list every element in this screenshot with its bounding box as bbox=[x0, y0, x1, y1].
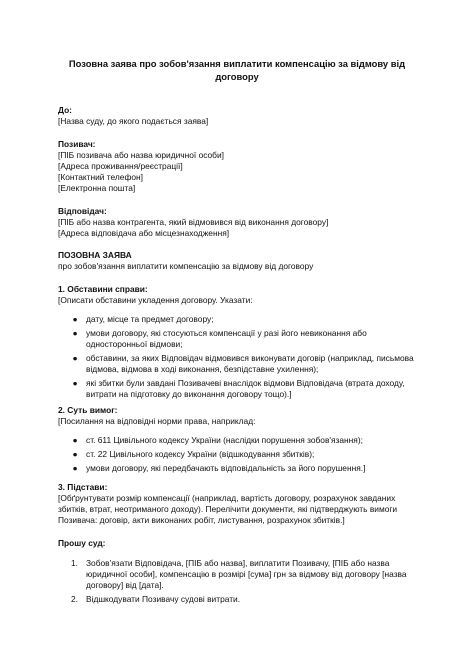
request-heading: Прошу суд: bbox=[58, 538, 106, 548]
bullet-icon: ● bbox=[72, 378, 78, 388]
list-item-text: умови договору, які передбачають відповідальність за його порушення.] bbox=[86, 463, 366, 473]
bullet-icon: ● bbox=[72, 328, 78, 338]
bullet-icon: ● bbox=[72, 353, 78, 363]
list-item-text: дату, місце та предмет договору; bbox=[86, 314, 214, 324]
plaintiff-name-line: [ПІБ позивача або назва юридичної особи] bbox=[58, 150, 224, 160]
request-block bbox=[58, 538, 418, 608]
section2-list bbox=[58, 435, 418, 474]
plaintiff-phone-line: [Контактний телефон] bbox=[58, 172, 143, 182]
list-item-text: Відшкодувати Позивачу судові витрати. bbox=[86, 594, 241, 604]
list-item bbox=[58, 328, 418, 350]
list-item bbox=[58, 314, 418, 325]
list-item bbox=[58, 558, 418, 591]
list-item-text: які збитки були завдані Позивачеві внаслідок відмови Відповідача (втрата доходу, витрати на підготовку до виконання договору тощо).] bbox=[86, 378, 405, 399]
court-name-line: [Назва суду, до якого подається заява] bbox=[58, 116, 209, 126]
defendant-heading: Відповідач: bbox=[58, 206, 107, 216]
section-claims bbox=[58, 405, 418, 477]
section1-heading: 1. Обставини справи: bbox=[58, 284, 148, 294]
bullet-icon: ● bbox=[72, 463, 78, 473]
item-number: 1. bbox=[71, 558, 78, 568]
bullet-icon: ● bbox=[72, 449, 78, 459]
defendant-name-line: [ПІБ або назва контрагента, який відмовився від виконання договору] bbox=[58, 217, 329, 227]
defendant-block bbox=[58, 206, 418, 239]
bullet-icon: ● bbox=[72, 314, 78, 324]
section1-list bbox=[58, 314, 418, 400]
section1-intro: [Описати обставини укладення договору. Указати: bbox=[58, 295, 253, 305]
claim-subheading: про зобов'язання виплатити компенсацію за відмову від договору bbox=[58, 261, 314, 271]
section2-intro: [Посилання на відповідні норми права, наприклад: bbox=[58, 416, 256, 426]
list-item bbox=[58, 594, 418, 605]
document-title: Позовна заява про зобов'язання виплатити компенсацію за відмову від договору bbox=[68, 58, 406, 82]
list-item bbox=[58, 353, 418, 375]
list-item-text: Зобов'язати Відповідача, [ПІБ або назва], виплатити Позивачу, [ПІБ або назва юридичної особи], компенсацію в розмірі [сума] грн за відмову від договору [назва договору] від [дата]. bbox=[86, 558, 407, 590]
list-item-text: обставини, за яких Відповідач відмовився виконувати договір (наприклад, письмова відмова, відмова в ході виконання, безпідставне ухилення); bbox=[86, 353, 414, 374]
list-item bbox=[58, 378, 418, 400]
list-item-text: умови договору, які стосуються компенсації у разі його невиконання або односторонньої відмови; bbox=[86, 328, 367, 349]
list-item-text: ст. 22 Цивільного кодексу України (відшкодування збитків); bbox=[86, 449, 315, 459]
plaintiff-block bbox=[58, 139, 418, 194]
section3-heading: 3. Підстави: bbox=[58, 482, 108, 492]
item-number: 2. bbox=[71, 594, 78, 604]
court-block bbox=[58, 105, 418, 127]
section-circumstances bbox=[58, 284, 418, 403]
defendant-address-line: [Адреса відповідача або місцезнаходження] bbox=[58, 228, 230, 238]
claim-block bbox=[58, 250, 418, 272]
plaintiff-email-line: [Електронна пошта] bbox=[58, 183, 136, 193]
list-item-text: ст. 611 Цивільного кодексу України (наслідки порушення зобов'язання); bbox=[86, 435, 363, 445]
claim-heading: ПОЗОВНА ЗАЯВА bbox=[58, 250, 132, 260]
section2-heading: 2. Суть вимог: bbox=[58, 405, 118, 415]
to-heading: До: bbox=[58, 105, 72, 115]
section3-text: [Обґрунтувати розмір компенсації (наприклад, вартість договору, розрахунок завданих збитків, втрат, неотриманого доходу). Перелічити документи, які підтверджують вимоги Позивача: договір, акти виконаних робіт, листування, розрахунок збитків.] bbox=[58, 493, 398, 525]
list-item bbox=[58, 463, 418, 474]
plaintiff-heading: Позивач: bbox=[58, 139, 96, 149]
bullet-icon: ● bbox=[72, 435, 78, 445]
list-item bbox=[58, 449, 418, 460]
plaintiff-address-line: [Адреса проживання/реєстрації] bbox=[58, 161, 183, 171]
request-list bbox=[58, 558, 418, 605]
list-item bbox=[58, 435, 418, 446]
section-grounds bbox=[58, 482, 418, 526]
